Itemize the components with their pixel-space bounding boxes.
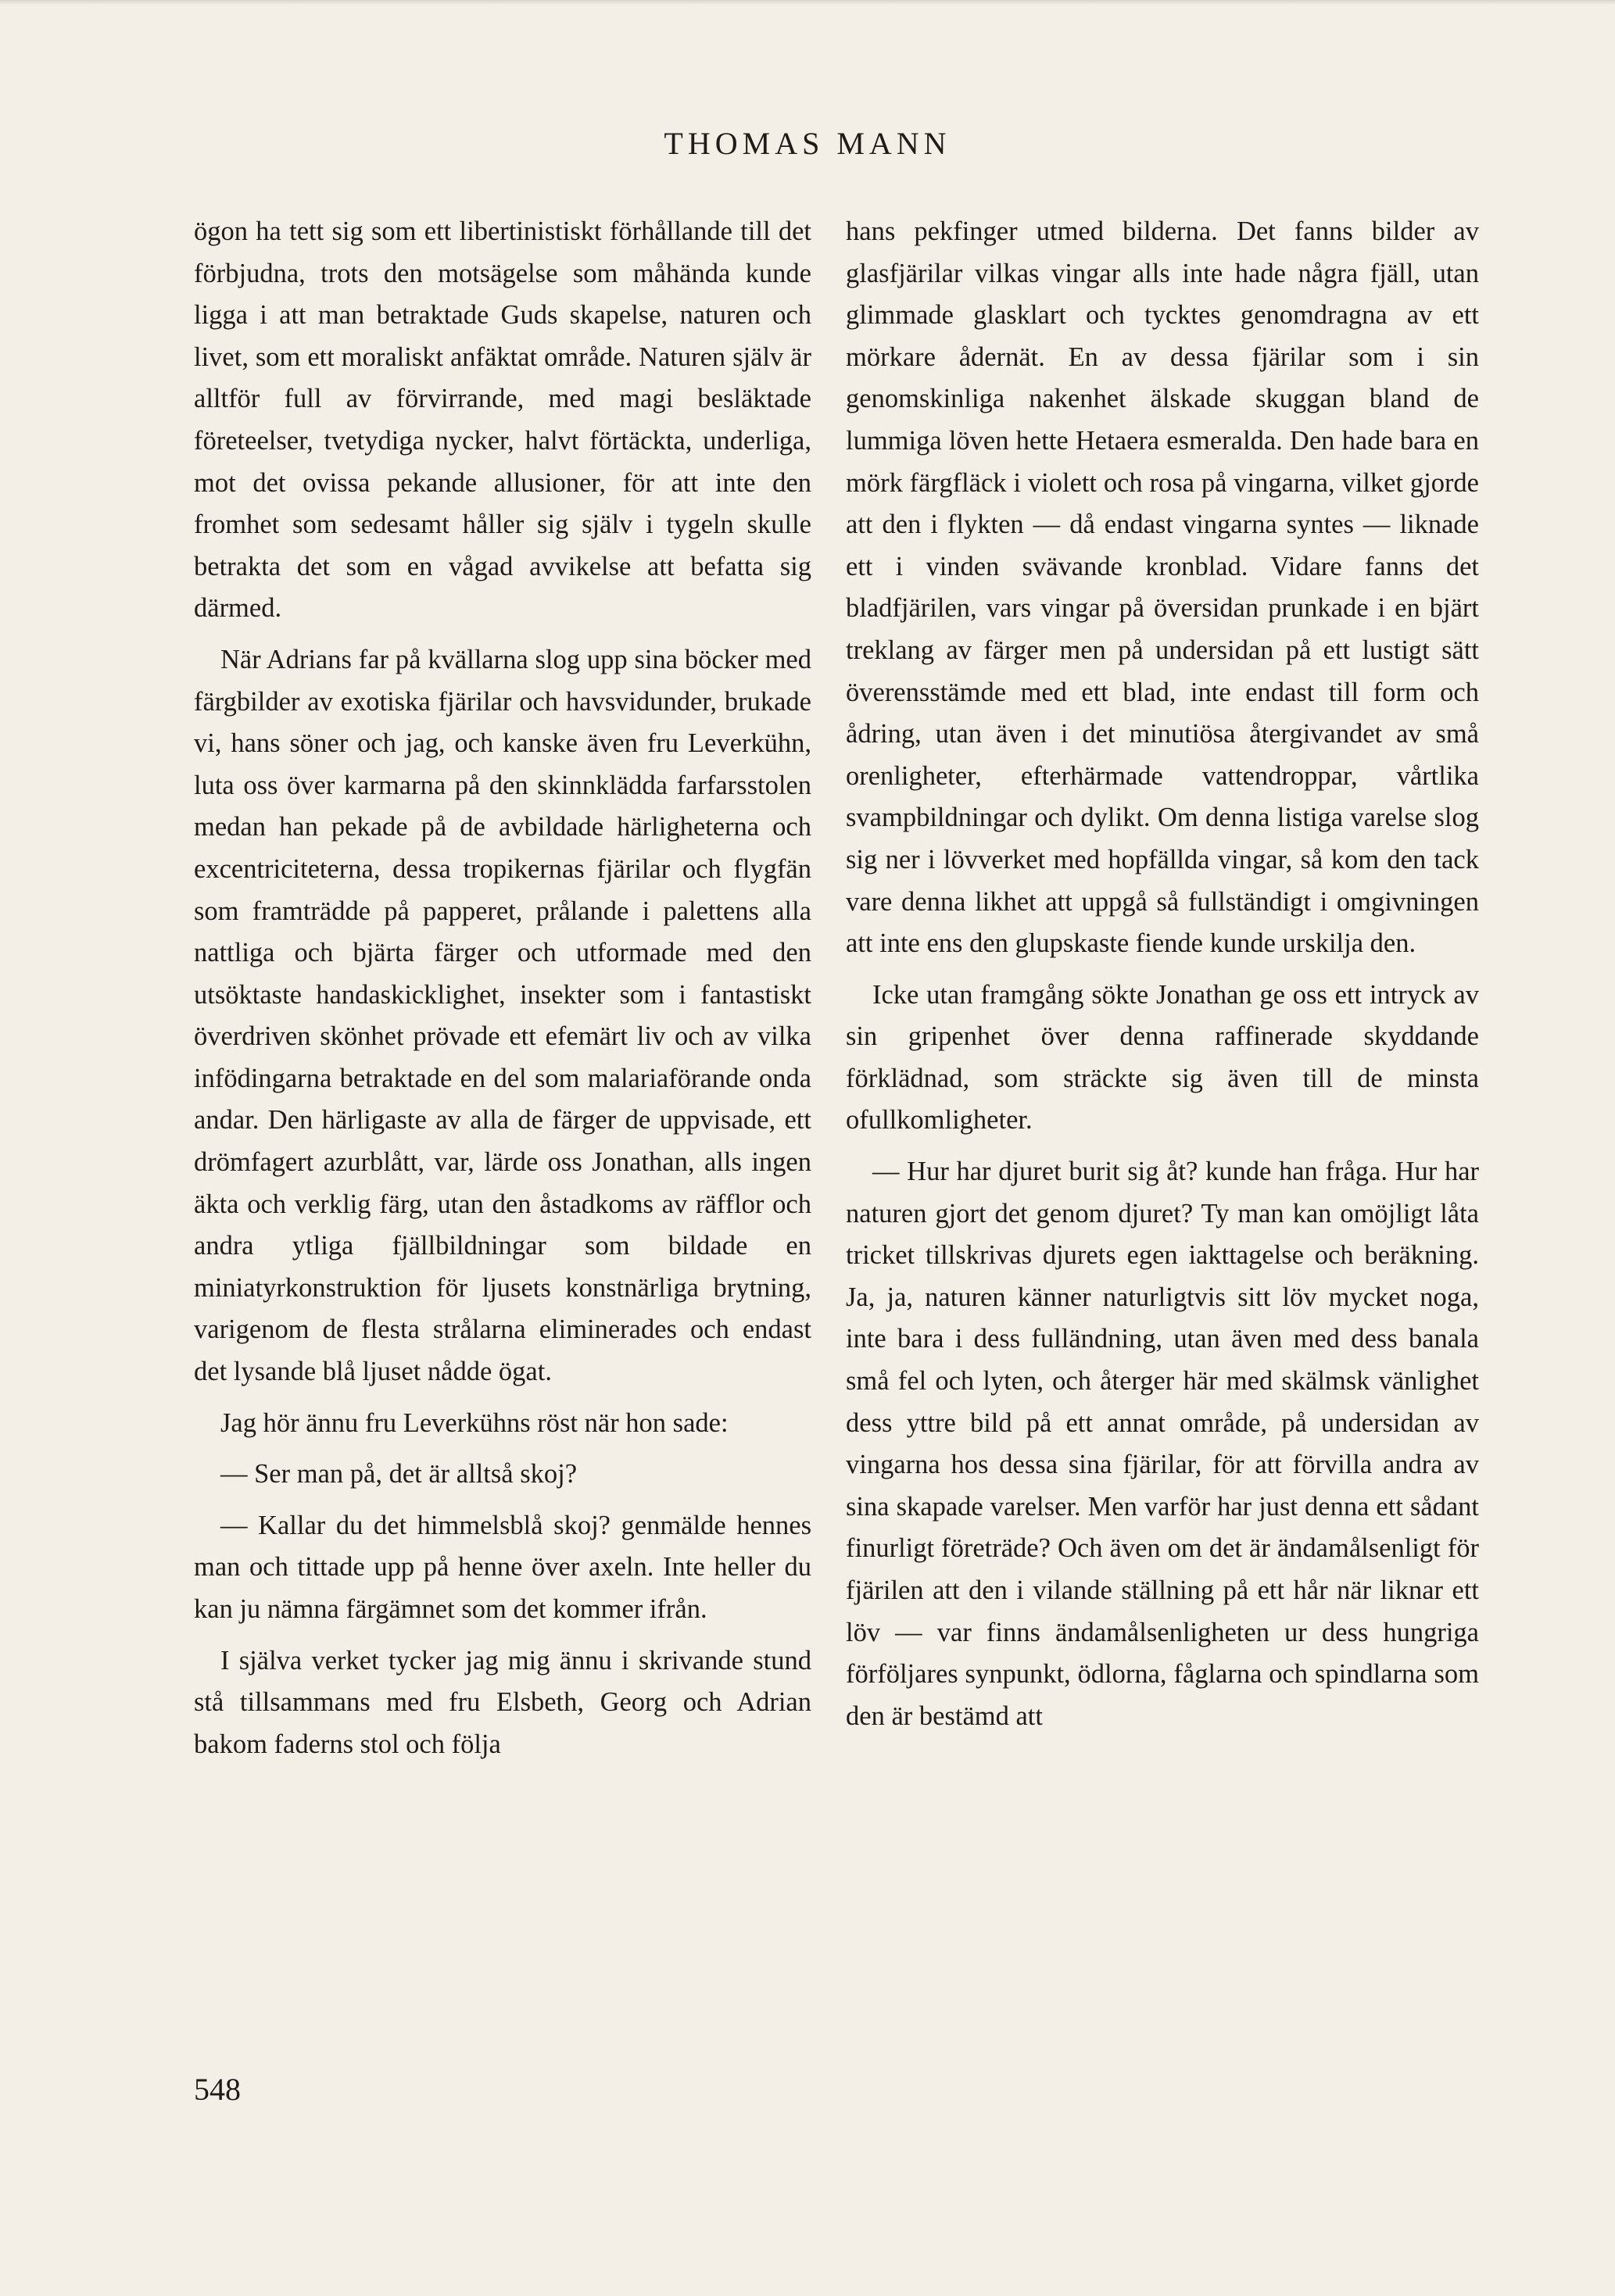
paragraph: När Adrians far på kvällarna slog upp sina böcker med färgbilder av exotiska fjärilar och havsvidunder, brukade vi, hans söner och jag, och kanske även fru Leverkühn, luta oss över karmarna på den skinnklädda farfarsstolen medan han pekade på de avbildade härligheterna och excentriciteterna, dessa tropikernas fjärilar och flygfän som framträdde på papperet, prålande i palettens alla nattliga och bjärta färger och utformade med den utsöktaste handaskicklighet, insekter som i fantastiskt överdriven skönhet prövade ett efemärt liv och av vilka infödingarna betraktade en del som malariaförande onda andar. Den härligaste av alla de färger de uppvisade, ett drömfagert azurblått, var, lärde oss Jonathan, alls ingen äkta och verklig färg, utan den åstadkoms av räfflor och andra ytliga fjällbildningar som bildade en miniatyrkonstruktion för ljusets konstnärliga brytning, varigenom de flesta strålarna eliminerades och endast det lysande blå ljuset nådde ögat. — [194, 644, 811, 1387]
paragraph: ögon ha tett sig som ett libertinistiskt förhållande till det förbjudna, trots den motsägelse som måhända kunde ligga i att man betraktade Guds skapelse, naturen och livet, som ett moraliskt anfäktat område. Naturen själv är alltför full av förvirrande, med magi besläktade företeelser, tvetydiga nycker, halvt förtäckta, underliga, mot det ovissa pekande allusioner, för att inte den fromhet som sedesamt håller sig själv i tygeln skulle betrakta det som en vågad avvikelse att befatta sig därmed. — [194, 216, 811, 624]
left-text-column — [194, 211, 811, 1765]
paragraph: I själva verket tycker jag mig ännu i skrivande stund stå tillsammans med fru Elsbeth, Georg och Adrian bakom faderns stol och följa — [194, 1645, 811, 1759]
dialogue-line: — Kallar du det himmelsblå skoj? genmälde hennes man och tittade upp på henne över axeln. Inte heller du kan ju nämna färgämnet som det kommer ifrån. — [194, 1510, 811, 1624]
page-top-edge — [0, 0, 1615, 5]
paragraph: Icke utan framgång sökte Jonathan ge oss ett intryck av sin gripenhet över denna raffinerade skyddande förklädnad, som sträckte sig även till de minsta ofullkomligheter. — [846, 979, 1479, 1135]
right-text-column — [846, 211, 1479, 1737]
page-number: 548 — [194, 2072, 241, 2107]
dialogue-line: — Ser man på, det är alltså skoj? — [220, 1459, 578, 1490]
paragraph: Jag hör ännu fru Leverkühns röst när hon sade: — [220, 1407, 729, 1438]
dialogue-line: — Hur har djuret burit sig åt? kunde han fråga. Hur har naturen gjort det genom djuret? Ty man kan omöjligt låta tricket tillskrivas djurets egen iakttagelse och beräkning. Ja, ja, naturen känner naturligtvis sitt löv mycket noga, inte bara i dess fulländning, utan även med dess banala små fel och lyten, och återger här med skälmsk vänlighet dess yttre bild på ett annat område, på undersidan av vingarna hos dessa sina fjärilar, för att förvilla andra av sina skapade varelser. Men varför har just denna ett sådant finurligt företräde? Och även om det är ändamålsenligt för fjärilen att den i vilande ställning på ett hår när liknar ett löv — var finns ändamålsenligheten ur dess hungriga förföljares synpunkt, ödlorna, fåglarna och spindlarna som den är bestämd att — [846, 1157, 1479, 1731]
running-head: THOMAS MANN — [664, 126, 951, 161]
paragraph: hans pekfinger utmed bilderna. Det fanns bilder av glasfjärilar vilkas vingar alls inte hade några fjäll, utan glimmade glasklart och tycktes genomdragna av ett mörkare ådernät. En av dessa fjärilar som i sin genomskinliga nakenhet älskade skuggan bland de lummiga löven hette Hetaera esmeralda. Den hade bara en mörk färgfläck i violett och rosa på vingarna, vilket gjorde att den i flykten — då endast vingarna syntes — liknade ett i vinden svävande kronblad. Vidare fanns det bladfjärilen, vars vingar på översidan prunkade i en bjärt treklang av färger men på undersidan på ett lustigt sätt överensstämde med ett blad, inte endast till form och ådring, utan även i det minutiösa återgivandet av små orenligheter, efterhärmade vattendroppar, vårtlika svampbildningar och dylikt. Om denna listiga varelse slog sig ner i lövverket med hopfällda vingar, så kom den tack vare denna likhet att uppgå så fullständigt i omgivningen att inte ens den glupskaste fiende kunde urskilja den. — [846, 216, 1479, 959]
